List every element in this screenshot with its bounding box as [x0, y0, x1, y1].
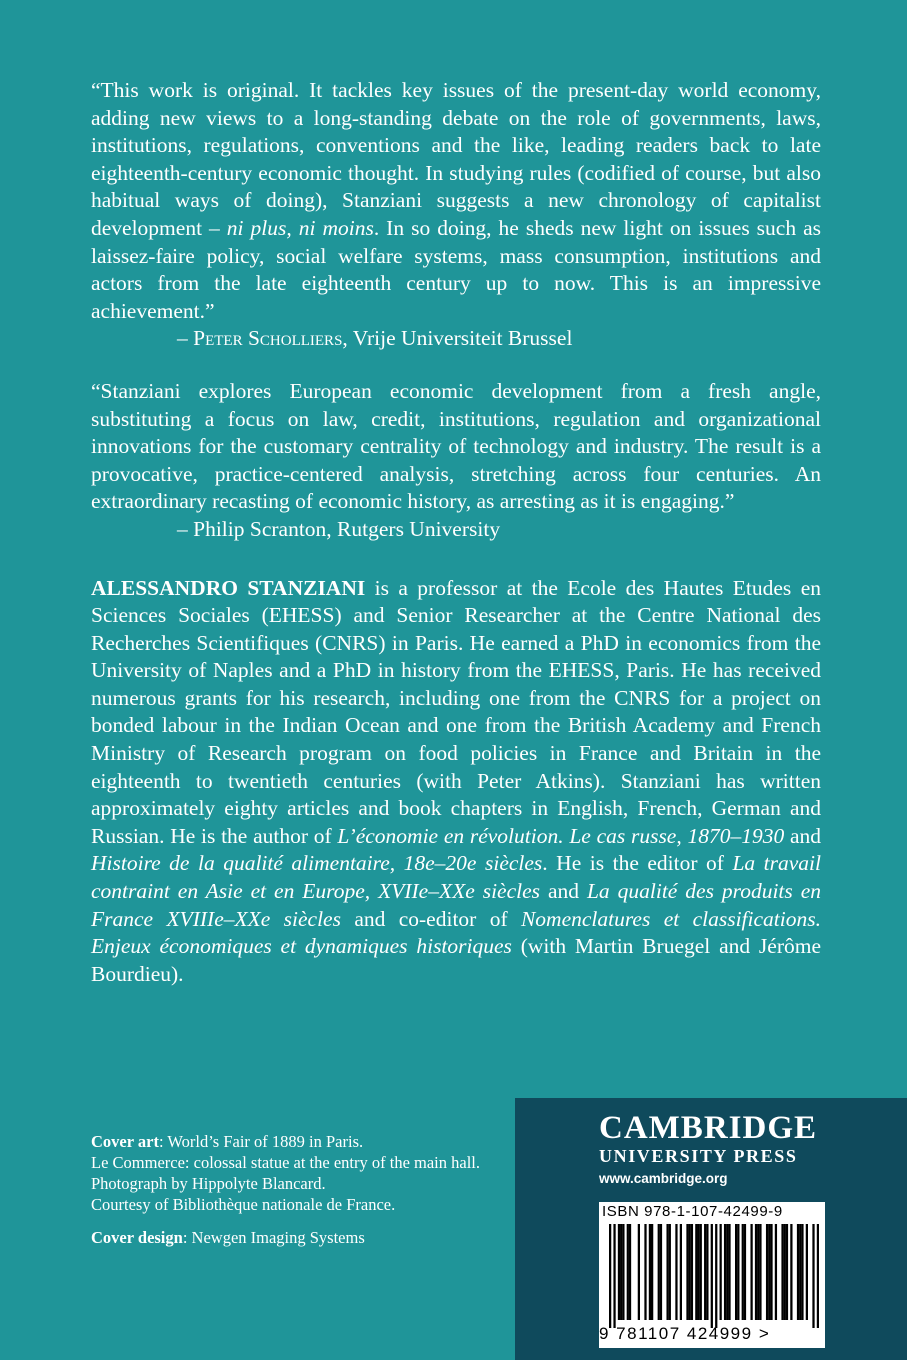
barcode-bar — [715, 1224, 717, 1328]
review-1-attribution: – Peter Scholliers, Vrije Universiteit Brussel — [177, 326, 573, 351]
publisher-website: www.cambridge.org — [599, 1171, 728, 1186]
barcode-bar — [706, 1224, 708, 1320]
barcode-bar — [638, 1224, 640, 1320]
publisher-logo-name: CAMBRIDGE — [599, 1110, 818, 1146]
author-name: ALESSANDRO STANZIANI — [91, 575, 366, 600]
barcode-bar — [726, 1224, 728, 1320]
barcode-bar — [618, 1224, 620, 1320]
author-bio: ALESSANDRO STANZIANI is a professor at the Ecole des Hautes Etudes en Sciences Sociales (EHESS) and Senior Researcher at the Centre National des Recherches Scientifiques (CNRS) in Paris. He earned a PhD in economics from the University of Naples and a PhD in history from the EHESS, Paris. He has received numerous grants for his research, including one from the CNRS for a project on bonded labour in the Indian Ocean and one from the British Academy and French Ministry of Research program on food policies in France and Britain in the eighteenth to twentieth centuries (with Peter Atkins). Stanziani has written approximately eighty articles and book chapters in English, French, German and Russian. He is the author of L’économie en révolution. Le cas russe, 1870–1930 and Histoire de la qualité alimentaire, 18e–20e siècles. He is the editor of La travail contraint en Asie et en Europe, XVIIe–XXe siècles and La qualité des produits en France XVIIIe–XXe siècles and co-editor of Nomenclatures et classifications. Enjeux économiques et dynamiques historiques (with Martin Bruegel and Jérôme Bourdieu). — [91, 575, 821, 986]
barcode-bar — [735, 1224, 737, 1320]
barcode-bar — [781, 1224, 783, 1320]
cover-art-courtesy: Courtesy of Bibliothèque nationale de France. — [91, 1195, 396, 1214]
main-text-column — [91, 77, 821, 988]
barcode-bar — [622, 1224, 624, 1320]
barcode-bar — [700, 1224, 702, 1320]
barcode-bar — [704, 1224, 706, 1320]
barcode-box — [599, 1202, 825, 1348]
barcode-bar — [627, 1224, 629, 1320]
barcode-bar — [724, 1224, 726, 1320]
barcode-bar — [620, 1224, 622, 1320]
barcode-bar — [691, 1224, 693, 1320]
barcode-bar — [658, 1224, 660, 1320]
barcode-bar — [806, 1224, 808, 1320]
barcode-bar — [790, 1224, 792, 1320]
review-2 — [91, 378, 821, 544]
barcode-bar — [613, 1224, 615, 1328]
barcode-icon — [609, 1224, 819, 1328]
review-2-attribution: – Philip Scranton, Rutgers University — [177, 516, 501, 541]
cover-credits — [91, 1131, 501, 1248]
review-1-quote: “This work is original. It tackles key issues of the present-day world economy, adding new views to a long-standing debate on the role of governments, laws, institutions, regulations, conventions and the like, leading readers back to late eighteenth-century economic thought. In studying rules (codified of course, but also habitual ways of doing), Stanziani suggests a new chronology of capitalist development – ni plus, ni moins. In so doing, he sheds new light on issues such as laissez-faire policy, social welfare systems, mass consumption, institutions and actors from the late eighteenth century up to now. This is an impressive achievement.” — [91, 78, 821, 323]
review-2-quote: “Stanziani explores European economic development from a fresh angle, substituting a focus on law, credit, institutions, regulation and organizational innovations for the customary centrality of technology and industry. The result is a provocative, practice-centered analysis, stretching across four centuries. An extraordinary recasting of economic history, as arresting as it is engaging.” — [91, 378, 821, 514]
barcode-bar — [644, 1224, 646, 1320]
barcode-bar — [770, 1224, 772, 1320]
barcode-bar — [817, 1224, 819, 1328]
barcode-bar — [669, 1224, 671, 1320]
barcode-bar — [797, 1224, 799, 1320]
barcode-bar — [680, 1224, 682, 1320]
cover-art-description: Le Commerce: colossal statue at the entry of the main hall. Photograph by Hippolyte Blancard. — [91, 1153, 480, 1193]
barcode-bar — [786, 1224, 788, 1320]
barcode-bar — [812, 1224, 814, 1328]
barcode-bar — [711, 1224, 713, 1328]
barcode-bar — [697, 1224, 699, 1320]
barcode-bar — [737, 1224, 739, 1320]
review-1 — [91, 77, 821, 353]
publisher-panel — [515, 1098, 907, 1360]
barcode-bar — [750, 1224, 752, 1320]
barcode-bar — [651, 1224, 653, 1320]
barcode-bar — [660, 1224, 662, 1320]
barcode-bar — [609, 1224, 611, 1328]
barcode-bar — [775, 1224, 777, 1320]
barcode-bar — [629, 1224, 631, 1320]
barcode-bar — [675, 1224, 677, 1320]
barcode-digits: 9 781107 424999 > — [599, 1324, 771, 1343]
barcode-bar — [784, 1224, 786, 1320]
barcode-bar — [695, 1224, 697, 1320]
barcode-bar — [766, 1224, 768, 1320]
barcode-bar — [689, 1224, 691, 1320]
publisher-logo-sub: UNIVERSITY PRESS — [599, 1146, 798, 1166]
barcode-bar — [666, 1224, 668, 1320]
barcode-bar — [768, 1224, 770, 1320]
barcode-bar — [799, 1224, 801, 1320]
isbn-label: ISBN 978-1-107-42499-9 — [602, 1203, 783, 1220]
barcode-bar — [757, 1224, 759, 1320]
cover-design-credit: Cover design: Newgen Imaging Systems — [91, 1228, 365, 1247]
barcode-bar — [686, 1224, 688, 1320]
barcode-bar — [649, 1224, 651, 1320]
cover-art-credit: Cover art: World’s Fair of 1889 in Paris. — [91, 1132, 364, 1151]
barcode-bar — [801, 1224, 803, 1320]
barcode-bar — [759, 1224, 761, 1320]
barcode-bar — [728, 1224, 730, 1320]
reviewer-name: Peter Scholliers — [193, 326, 343, 351]
barcode-bar — [742, 1224, 744, 1320]
barcode-bar — [755, 1224, 757, 1320]
barcode-bar — [744, 1224, 746, 1320]
barcode-bar — [720, 1224, 722, 1320]
